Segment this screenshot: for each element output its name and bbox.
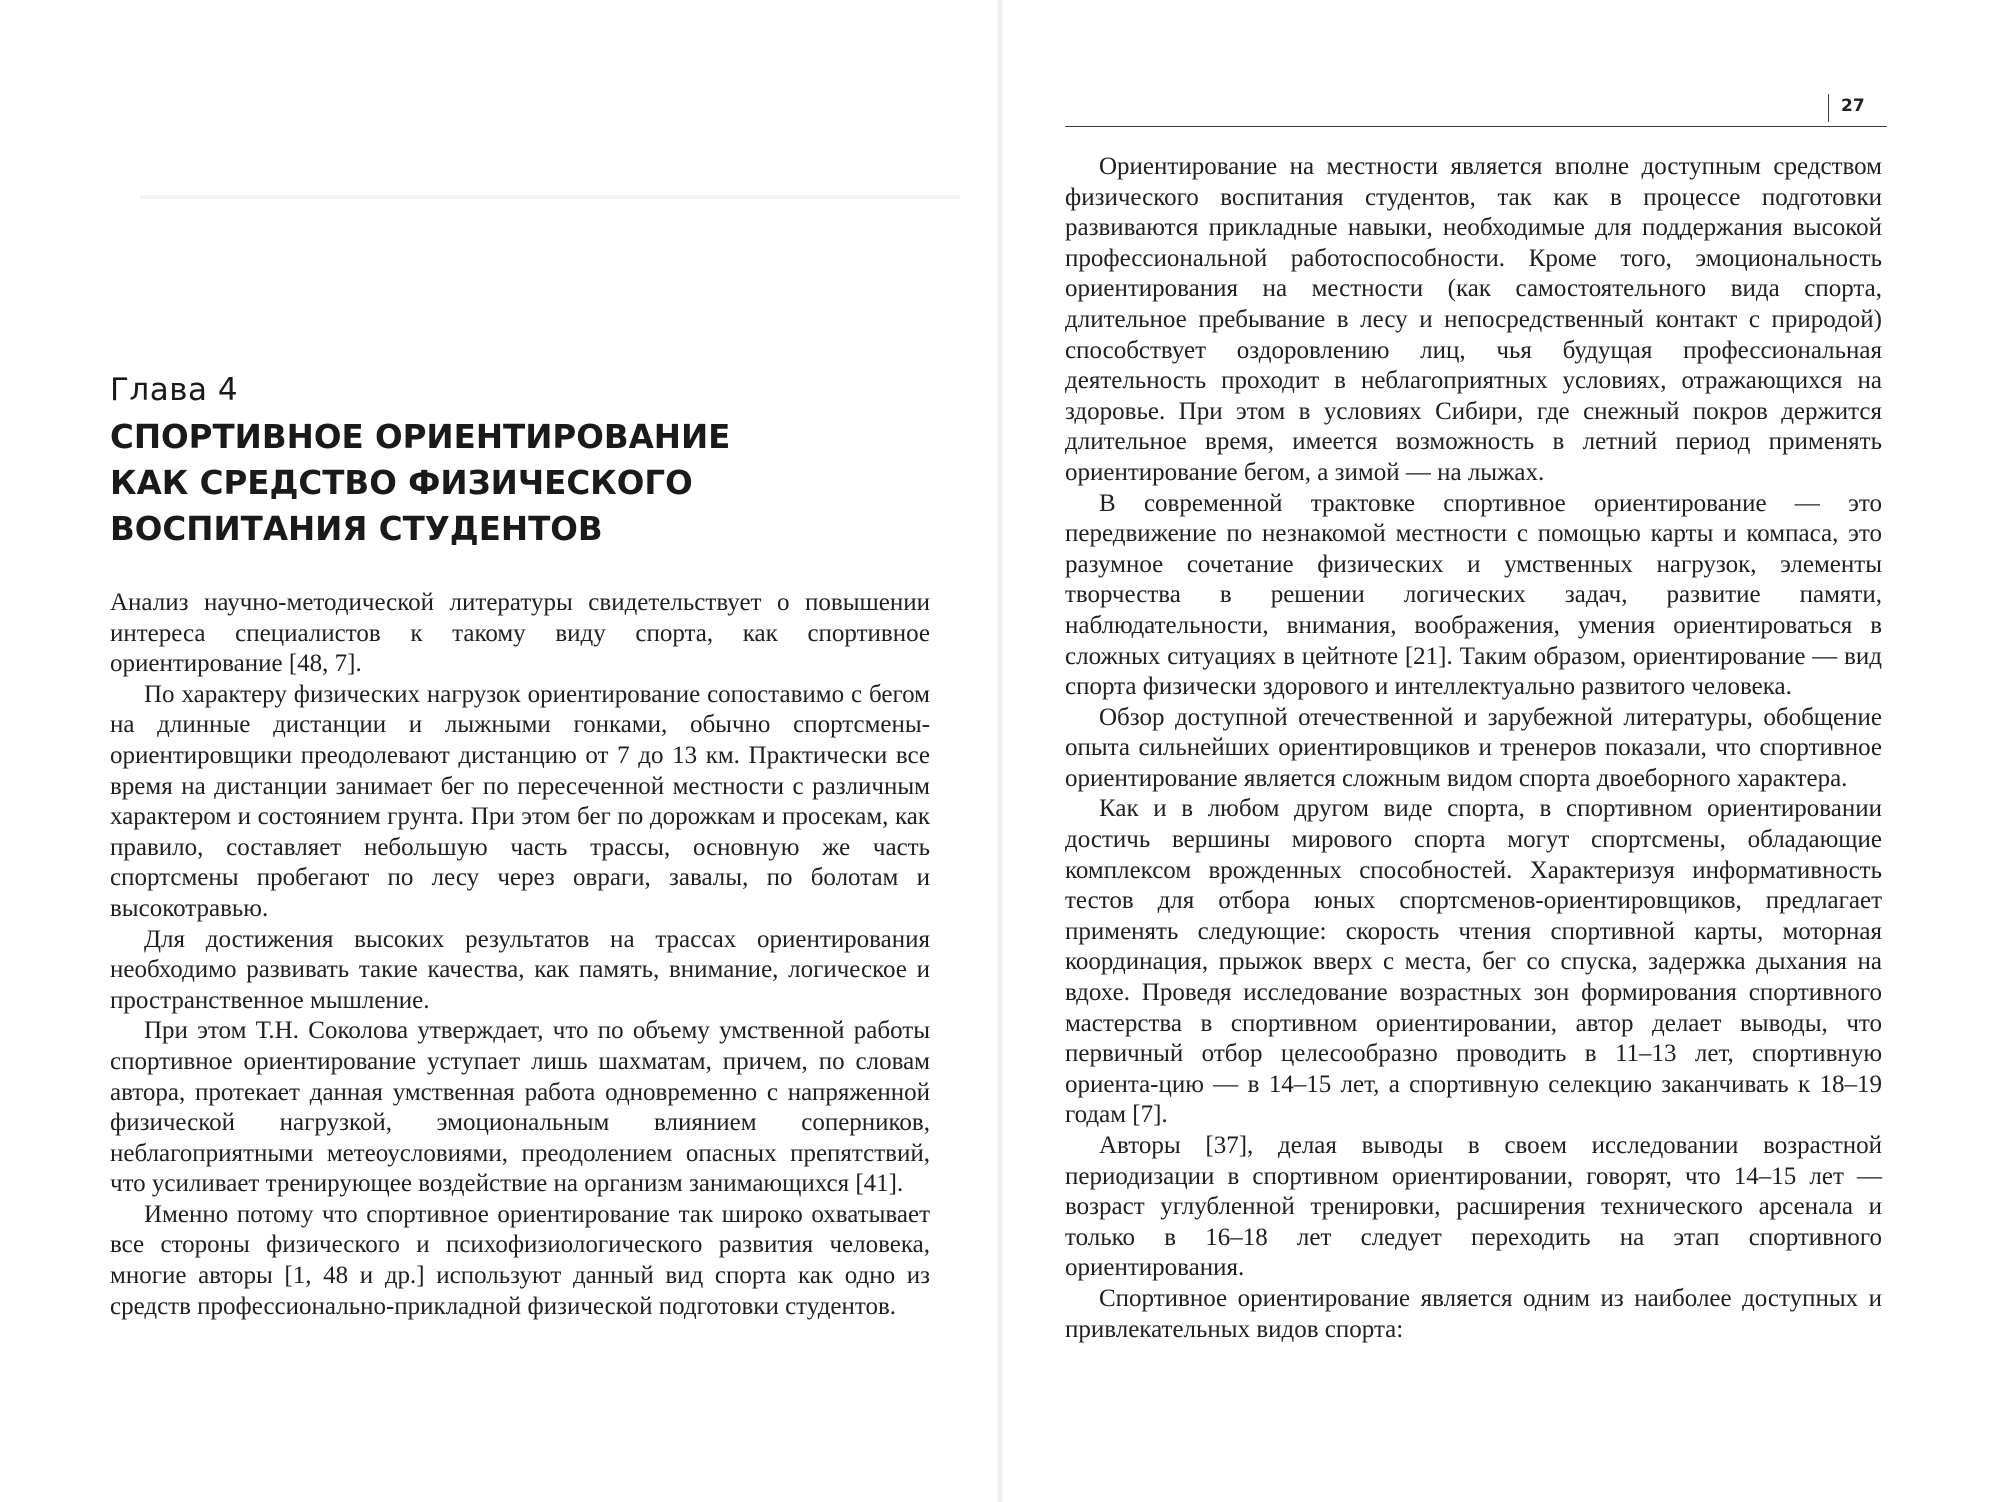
- chapter-title: [110, 414, 750, 552]
- left-page: [0, 0, 997, 1502]
- running-head: [1065, 90, 1887, 127]
- paragraph: По характеру физических нагрузок ориентирование сопоставимо с бегом на длинные дистанции и лыжными гонками, обычно спортсмены-ориентировщики преодолевают дистанцию от 7 до 13 км. Практически все время на дистанции занимает бег по пересеченной местности с различным характером и состоянием грунта. При этом бег по дорожкам и просекам, как правило, составляет небольшую часть трассы, основную же часть спортсмены пробегают по лесу через овраги, завалы, по болотам и высокотравью.: [110, 680, 930, 922]
- paragraph: В современной трактовке спортивное ориентирование — это передвижение по незнакомой местности с помощью карты и компаса, это разумное сочетание физических и умственных нагрузок, элементы творчества в решении логических задач, развитие памяти, наблюдательности, внимания, воображения, умения ориентироваться в сложных ситуациях в цейтноте [21]. Таким образом, ориентирование — вид спорта физически здорового и интеллектуально развитого человека.: [1065, 489, 1882, 701]
- chapter-title-line: ВОСПИТАНИЯ СТУДЕНТОВ: [110, 510, 603, 548]
- right-page: [1003, 0, 2000, 1502]
- paragraph: Авторы [37], делая выводы в своем исследовании возрастной периодизации в спортивном ориентировании, говорят, что 14–15 лет — возраст углубленной тренировки, расширения технического арсенала и только в 16–18 лет следует переходить на этап спортивного ориентирования.: [1065, 1132, 1882, 1282]
- paragraph: Анализ научно-методической литературы свидетельствует о повышении интереса специалистов к такому виду спорта, как спортивное ориентирование [48, 7].: [110, 589, 930, 678]
- left-body-text: [110, 588, 930, 1322]
- paragraph: Как и в любом другом виде спорта, в спортивном ориентировании достичь вершины мирового спорта могут спортсмены, обладающие комплексом врожденных способностей. Характеризуя информативность тестов для отбора юных спортсменов-ориентировщиков, предлагает применять следующие: скорость чтения спортивной карты, моторная координация, прыжок вверх с места, бег со спуска, задержка дыхания на вдохе. Проведя исследование возрастных зон формирования спортивного мастерства в спортивном ориентировании, автор делает выводы, что первичный отбор целесообразно проводить в 11–13 лет, спортивную ориента-цию — в 14–15 лет, а спортивную селекцию заканчивать к 18–19 годам [7].: [1065, 795, 1882, 1129]
- paragraph: Именно потому что спортивное ориентирование так широко охватывает все стороны физического и психофизиологического развития человека, многие авторы [1, 48 и др.] используют данный вид спорта как одно из средств профессионально-прикладной физической подготовки студентов.: [110, 1200, 930, 1320]
- page-number-box: [1828, 94, 1887, 122]
- right-body-text: [1065, 152, 1882, 1345]
- chapter-label: Глава 4: [110, 372, 239, 408]
- paragraph: При этом Т.Н. Соколова утверждает, что по объему умственной работы спортивное ориентирование уступает лишь шахматам, причем, по словам автора, протекает данная умственная работа одновременно с напряженной физической нагрузкой, эмоциональным влиянием соперников, неблагоприятными метеоусловиями, преодолением опасных препятствий, что усиливает тренирующее воздействие на организм занимающихся [41].: [110, 1017, 930, 1198]
- page-number: 27: [1841, 96, 1865, 116]
- chapter-heading: [110, 368, 750, 552]
- paragraph: Ориентирование на местности является вполне доступным средством физического воспитания студентов, так как в процессе подготовки развиваются прикладные навыки, необходимые для поддержания высокой профессиональной работоспособности. Кроме того, эмоциональность ориентирования на местности (как самостоятельного вида спорта, длительное пребывание в лесу и непосредственный контакт с природой) способствует оздоровлению лиц, чья будущая профессиональная деятельность проходит в неблагоприятных условиях, отражающихся на здоровье. При этом в условиях Сибири, где снежный покров держится длительное время, имеется возможность в летний период применять ориентирование бегом, а зимой — на лыжах.: [1065, 153, 1882, 486]
- paragraph: Спортивное ориентирование является одним из наиболее доступных и привлекательных видов спорта:: [1065, 1284, 1882, 1343]
- chapter-title-line: КАК СРЕДСТВО ФИЗИЧЕСКОГО: [110, 464, 693, 502]
- paragraph: Обзор доступной отечественной и зарубежной литературы, обобщение опыта сильнейших ориентировщиков и тренеров показали, что спортивное ориентирование является сложным видом спорта двоеборного характера.: [1065, 703, 1882, 792]
- paragraph: Для достижения высоких результатов на трассах ориентирования необходимо развивать такие качества, как память, внимание, логическое и пространственное мышление.: [110, 925, 930, 1014]
- chapter-title-line: СПОРТИВНОЕ ОРИЕНТИРОВАНИЕ: [110, 418, 731, 456]
